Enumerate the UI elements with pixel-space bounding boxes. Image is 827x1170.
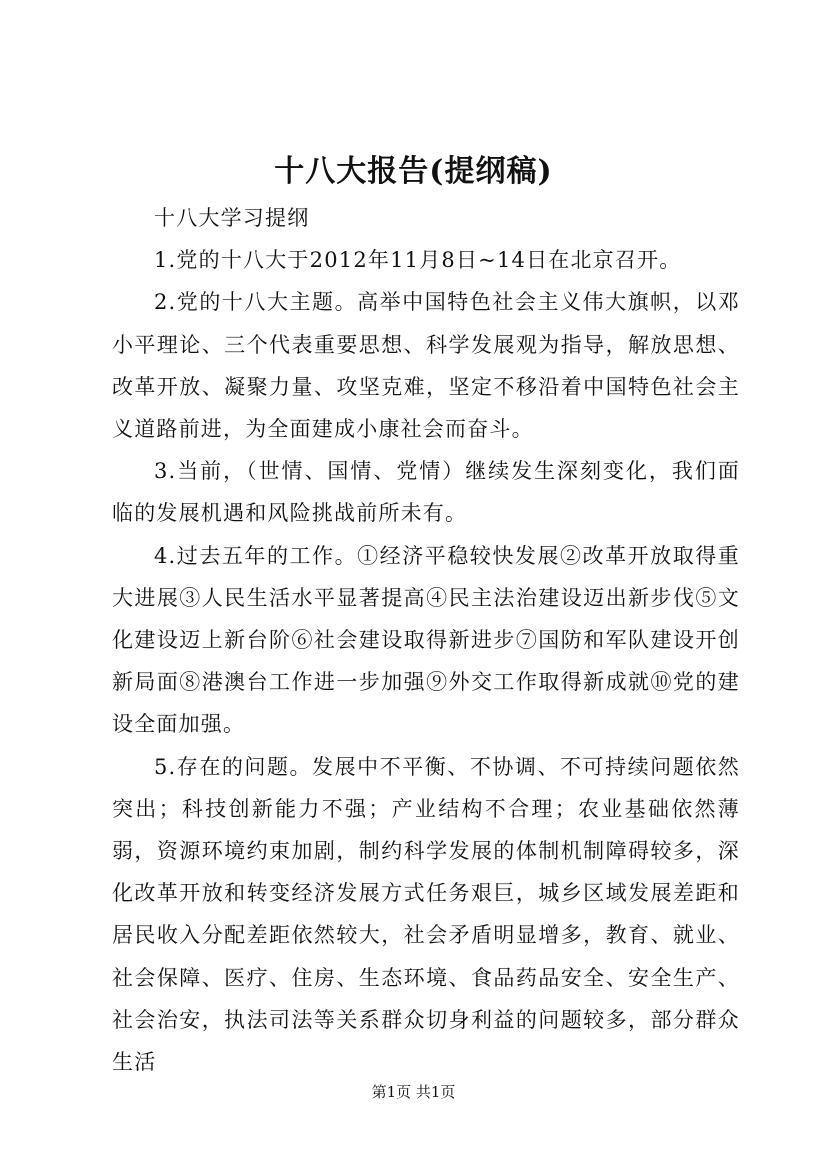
- document-title: 十八大报告(提纲稿): [274, 154, 553, 189]
- page-footer: 第1页 共1页: [371, 1083, 456, 1101]
- paragraph-5: 5.存在的问题。发展中不平衡、不协调、不可持续问题依然突出；科技创新能力不强；产业结构不合理；农业基础依然薄弱，资源环境约束加剧，制约科学发展的体制机制障碍较多，深化改革开放和转变经济发展方式任务艰巨，城乡区域发展差距和居民收入分配差距依然较大，社会矛盾明显增多，教育、就业、社会保障、医疗、住房、生态环境、食品药品安全、安全生产、社会治安，执法司法等关系群众切身利益的问题较多，部分群众生活: [112, 754, 740, 1075]
- paragraph-1: 1.党的十八大于2012年11月8日~14日在北京召开。: [154, 248, 682, 273]
- paragraph-4: 4.过去五年的工作。①经济平稳较快发展②改革开放取得重大进展③人民生活水平显著提高④民主法治建设迈出新步伐⑤文化建设迈上新台阶⑥社会建设取得新进步⑦国防和军队建设开创新局面⑧港澳台工作进一步加强⑨外交工作取得新成就⑩党的建设全面加强。: [112, 543, 740, 737]
- document-subtitle: 十八大学习提纲: [154, 206, 310, 230]
- paragraph-3: 3.当前，（世情、国情、党情）继续发生深刻变化，我们面临的发展机遇和风险挑战前所未有。: [112, 459, 740, 526]
- paragraph-2: 2.党的十八大主题。高举中国特色社会主义伟大旗帜，以邓小平理论、三个代表重要思想、科学发展观为指导，解放思想、改革开放、凝聚力量、攻坚克难，坚定不移沿着中国特色社会主义道路前进，为全面建成小康社会而奋斗。: [112, 290, 740, 442]
- document-body: [112, 197, 740, 1083]
